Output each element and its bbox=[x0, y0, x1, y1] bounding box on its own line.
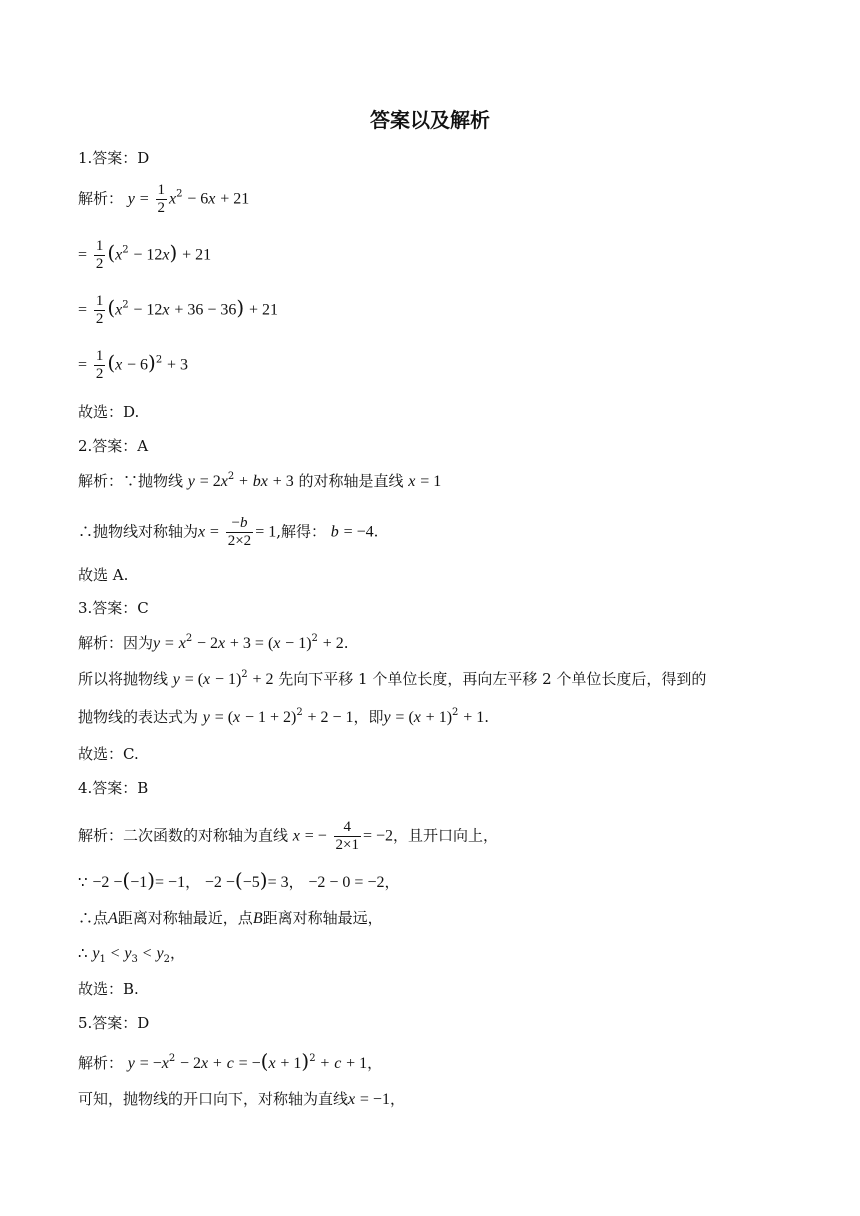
q3-analysis-line-2: 所以将抛物线 $y = (x - 1)^2 + 2$ 先向下平移 1 个单位长度，再向左平移 2 个单位长度后，得到的 bbox=[78, 669, 707, 688]
q4-nearest-text-3: 距离对称轴最远， bbox=[262, 909, 383, 927]
fraction-one-half: $\frac{1}{2}$ bbox=[95, 348, 104, 382]
q3-expr-prefix: 抛物线的表达式为 bbox=[78, 708, 199, 726]
q2-answer: 2.答案：A bbox=[78, 437, 149, 455]
q1-analysis-line-3: = $\frac{1}{2}$ $(x^2 - 12x + 36 - 36) + 21$ bbox=[78, 293, 278, 327]
q4-conclusion: 故选：B. bbox=[78, 980, 139, 998]
fraction-4-over-2x1: $\frac{4}{2\times 1}$ bbox=[335, 819, 359, 853]
q5-analysis-label: 解析： bbox=[78, 1054, 124, 1072]
fraction-one-half: $\frac{1}{2}$ bbox=[95, 238, 104, 272]
q1-answer: 1.答案：D bbox=[78, 149, 150, 167]
q3-analysis-line-3: 抛物线的表达式为 $y = (x - 1 + 2)^2 + 2 - 1$，即$y = (x + 1)^2 + 1$. bbox=[78, 707, 489, 726]
q3-conclusion: 故选：C. bbox=[78, 745, 139, 763]
q3-answer: 3.答案：C bbox=[78, 599, 149, 617]
fraction-one-half: $\frac{1}{2}$ bbox=[157, 182, 165, 216]
q3-analysis-line-1: 解析：因为$y = x^2 - 2x + 3 = (x - 1)^2 + 2$. bbox=[78, 633, 349, 652]
therefore-symbol: ∴ bbox=[78, 944, 88, 962]
q1-analysis-line-2: = $\frac{1}{2}$ $(x^2 - 12x) + 21$ bbox=[78, 238, 212, 272]
q5-analysis-line-2: 可知，抛物线的开口向下，对称轴为直线x = −1， bbox=[78, 1090, 405, 1108]
q1-analysis-label: 解析： bbox=[78, 189, 124, 208]
q4-opening-text: ，且开口向上， bbox=[393, 826, 499, 845]
q3-analysis-label: 解析：因为 bbox=[78, 634, 154, 652]
q4-analysis-line-2: ∵ −2 −(−1)= −1， −2 −(−5)= 3， −2 − 0 = −2， bbox=[78, 868, 400, 892]
q5-answer: 5.答案：D bbox=[78, 1014, 150, 1032]
q3-shift-text: 先向下平移 1 个单位长度，再向左平移 2 个单位长度后，得到的 bbox=[278, 670, 707, 688]
q2-axis-text: 的对称轴是直线 bbox=[298, 472, 404, 490]
q2-analysis-line-2: ∴抛物线对称轴为x = $\frac{-b}{2\times 2}$ = 1,解得： b = −4. bbox=[78, 515, 379, 549]
q4-answer: 4.答案：B bbox=[78, 779, 149, 797]
q4-analysis-label: 解析：二次函数的对称轴为直线 bbox=[78, 826, 289, 845]
q2-conclusion: 故选 A. bbox=[78, 566, 129, 584]
q5-analysis-line-1: 解析： $y = -x^2 - 2x + c = -(x + 1)^2 + c + 1$， bbox=[78, 1049, 383, 1073]
q3-ie-text: ，即 bbox=[353, 708, 384, 726]
fraction-one-half: $\frac{1}{2}$ bbox=[95, 293, 104, 327]
q4-analysis-line-1: 解析：二次函数的对称轴为直线 x = − $\frac{4}{2\times 1}$ = −2，且开口向上， bbox=[78, 819, 499, 853]
fraction-neg-b-over-2x2: $\frac{-b}{2\times 2}$ bbox=[227, 515, 252, 549]
q2-analysis-label: 解析：∵抛物线 bbox=[78, 472, 184, 490]
q4-analysis-line-3: ∴点A距离对称轴最近，点B距离对称轴最远， bbox=[78, 909, 383, 927]
because-symbol: ∵ bbox=[78, 873, 88, 891]
q4-nearest-text-1: ∴点 bbox=[78, 909, 109, 927]
q4-nearest-text-2: 距离对称轴最近，点 bbox=[117, 909, 253, 927]
q4-analysis-line-4: ∴ $y_1 < y_3 < y_2$， bbox=[78, 944, 185, 965]
q3-shift-prefix: 所以将抛物线 bbox=[78, 670, 169, 688]
q1-conclusion: 故选：D. bbox=[78, 403, 140, 421]
q2-therefore-text: ∴抛物线对称轴为 bbox=[78, 522, 199, 541]
q1-analysis-line-4: = $\frac{1}{2}$ $(x - 6)^2 + 3$ bbox=[78, 348, 189, 382]
q2-solve-text: ,解得： bbox=[276, 522, 326, 541]
q5-known-text: 可知，抛物线的开口向下，对称轴为直线 bbox=[78, 1090, 349, 1108]
page-title: 答案以及解析 bbox=[370, 108, 490, 132]
q2-analysis-line-1: 解析：∵抛物线 $y = 2x^2$ + bx + 3 的对称轴是直线 x = 1 bbox=[78, 471, 442, 490]
q1-analysis-line-1: 解析： y = $\frac{1}{2}$ $x^2 - 6x + 21$ bbox=[78, 182, 250, 216]
